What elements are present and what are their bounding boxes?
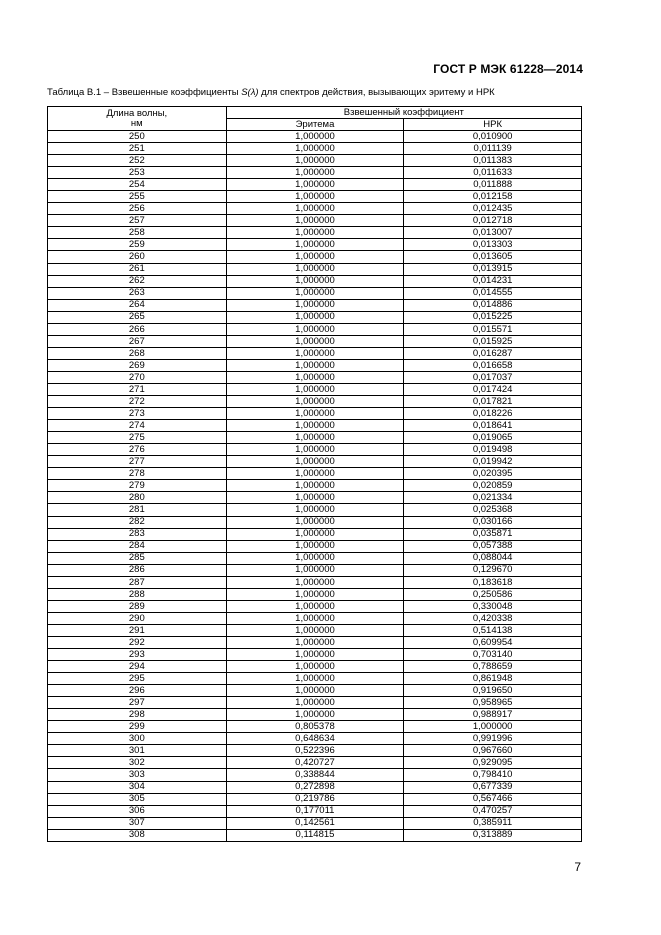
wavelength-cell: 254 xyxy=(48,179,227,191)
nrk-cell: 0,014231 xyxy=(404,275,582,287)
nrk-cell: 0,020395 xyxy=(404,468,582,480)
wavelength-cell: 253 xyxy=(48,167,227,179)
nrk-cell: 0,250586 xyxy=(404,588,582,600)
table-row xyxy=(48,408,582,420)
erythema-cell: 1,000000 xyxy=(226,359,404,371)
erythema-cell: 1,000000 xyxy=(226,131,404,143)
nrk-cell: 0,025368 xyxy=(404,504,582,516)
erythema-cell: 1,000000 xyxy=(226,275,404,287)
erythema-cell: 0,522396 xyxy=(226,745,404,757)
nrk-cell: 0,088044 xyxy=(404,552,582,564)
erythema-cell: 0,177011 xyxy=(226,805,404,817)
nrk-cell: 0,019498 xyxy=(404,444,582,456)
wavelength-cell: 301 xyxy=(48,745,227,757)
table-row xyxy=(48,733,582,745)
nrk-cell: 0,567466 xyxy=(404,793,582,805)
erythema-cell: 1,000000 xyxy=(226,311,404,323)
erythema-cell: 1,000000 xyxy=(226,697,404,709)
erythema-cell: 0,338844 xyxy=(226,769,404,781)
table-row xyxy=(48,371,582,383)
erythema-cell: 1,000000 xyxy=(226,347,404,359)
erythema-cell: 1,000000 xyxy=(226,516,404,528)
erythema-cell: 0,114815 xyxy=(226,829,404,841)
wavelength-cell: 265 xyxy=(48,311,227,323)
erythema-cell: 1,000000 xyxy=(226,263,404,275)
table-row xyxy=(48,420,582,432)
wavelength-cell: 271 xyxy=(48,383,227,395)
erythema-cell: 1,000000 xyxy=(226,371,404,383)
wavelength-cell: 295 xyxy=(48,673,227,685)
caption-prefix: Таблица В.1 – Взвешенные коэффициенты xyxy=(47,87,242,98)
nrk-cell: 0,788659 xyxy=(404,661,582,673)
erythema-cell: 1,000000 xyxy=(226,191,404,203)
erythema-cell: 1,000000 xyxy=(226,612,404,624)
wavelength-cell: 291 xyxy=(48,624,227,636)
wavelength-cell: 275 xyxy=(48,432,227,444)
erythema-cell: 1,000000 xyxy=(226,600,404,612)
wavelength-cell: 263 xyxy=(48,287,227,299)
nrk-cell: 0,988917 xyxy=(404,709,582,721)
nrk-cell: 0,330048 xyxy=(404,600,582,612)
erythema-cell: 1,000000 xyxy=(226,588,404,600)
table-row xyxy=(48,456,582,468)
wavelength-cell: 300 xyxy=(48,733,227,745)
table-row xyxy=(48,661,582,673)
table-caption xyxy=(47,87,495,98)
standard-code: ГОСТ Р МЭК 61228—2014 xyxy=(433,62,583,76)
wavelength-cell: 252 xyxy=(48,155,227,167)
table-row xyxy=(48,600,582,612)
table-row xyxy=(48,179,582,191)
table-row xyxy=(48,335,582,347)
wavelength-cell: 296 xyxy=(48,685,227,697)
erythema-cell: 0,805378 xyxy=(226,721,404,733)
table-row xyxy=(48,396,582,408)
wavelength-cell: 259 xyxy=(48,239,227,251)
wavelength-cell: 273 xyxy=(48,408,227,420)
wavelength-cell: 277 xyxy=(48,456,227,468)
wavelength-cell: 303 xyxy=(48,769,227,781)
table-row xyxy=(48,287,582,299)
nrk-cell: 0,015225 xyxy=(404,311,582,323)
wavelength-cell: 297 xyxy=(48,697,227,709)
erythema-cell: 1,000000 xyxy=(226,673,404,685)
nrk-cell: 0,030166 xyxy=(404,516,582,528)
wavelength-cell: 305 xyxy=(48,793,227,805)
table-row xyxy=(48,636,582,648)
nrk-cell: 0,015925 xyxy=(404,335,582,347)
nrk-cell: 0,958965 xyxy=(404,697,582,709)
erythema-cell: 1,000000 xyxy=(226,504,404,516)
wavelength-cell: 278 xyxy=(48,468,227,480)
wavelength-cell: 281 xyxy=(48,504,227,516)
nrk-cell: 0,057388 xyxy=(404,540,582,552)
table-row xyxy=(48,564,582,576)
nrk-cell: 0,010900 xyxy=(404,131,582,143)
erythema-cell: 1,000000 xyxy=(226,287,404,299)
wavelength-header-line2: нм xyxy=(130,117,143,129)
table-row xyxy=(48,673,582,685)
wavelength-header-line1: Длина волны, xyxy=(106,108,168,119)
table-row xyxy=(48,817,582,829)
erythema-cell: 0,142561 xyxy=(226,817,404,829)
nrk-cell: 0,013605 xyxy=(404,251,582,263)
wavelength-cell: 289 xyxy=(48,600,227,612)
erythema-cell: 1,000000 xyxy=(226,383,404,395)
table-row xyxy=(48,191,582,203)
nrk-cell: 0,017424 xyxy=(404,383,582,395)
table-row xyxy=(48,323,582,335)
erythema-cell: 1,000000 xyxy=(226,299,404,311)
caption-suffix: для спектров действия, вызывающих эритему и НРК xyxy=(258,87,495,98)
table-row xyxy=(48,299,582,311)
table-row xyxy=(48,612,582,624)
nrk-cell: 0,016287 xyxy=(404,347,582,359)
table-row xyxy=(48,383,582,395)
erythema-cell: 1,000000 xyxy=(226,576,404,588)
erythema-cell: 0,420727 xyxy=(226,757,404,769)
erythema-cell: 1,000000 xyxy=(226,456,404,468)
erythema-cell: 1,000000 xyxy=(226,420,404,432)
table-row xyxy=(48,480,582,492)
erythema-cell: 1,000000 xyxy=(226,709,404,721)
wavelength-cell: 276 xyxy=(48,444,227,456)
wavelength-cell: 256 xyxy=(48,203,227,215)
wavelength-header xyxy=(48,107,227,131)
nrk-cell: 0,021334 xyxy=(404,492,582,504)
erythema-cell: 1,000000 xyxy=(226,167,404,179)
nrk-cell: 0,420338 xyxy=(404,612,582,624)
table-row xyxy=(48,552,582,564)
nrk-cell: 0,011139 xyxy=(404,143,582,155)
erythema-cell: 1,000000 xyxy=(226,528,404,540)
nrk-cell: 0,011633 xyxy=(404,167,582,179)
wavelength-cell: 262 xyxy=(48,275,227,287)
nrk-cell: 0,012158 xyxy=(404,191,582,203)
nrk-cell: 0,019065 xyxy=(404,432,582,444)
table-row xyxy=(48,697,582,709)
nrk-cell: 0,018226 xyxy=(404,408,582,420)
nrk-cell: 0,385911 xyxy=(404,817,582,829)
wavelength-cell: 292 xyxy=(48,636,227,648)
wavelength-cell: 290 xyxy=(48,612,227,624)
wavelength-cell: 282 xyxy=(48,516,227,528)
nrk-cell: 0,861948 xyxy=(404,673,582,685)
nrk-cell: 0,929095 xyxy=(404,757,582,769)
table-row xyxy=(48,793,582,805)
page-number: 7 xyxy=(574,860,581,874)
table-row xyxy=(48,347,582,359)
wavelength-cell: 255 xyxy=(48,191,227,203)
nrk-cell: 0,313889 xyxy=(404,829,582,841)
table-row xyxy=(48,829,582,841)
nrk-cell: 0,012435 xyxy=(404,203,582,215)
wavelength-cell: 307 xyxy=(48,817,227,829)
erythema-cell: 1,000000 xyxy=(226,335,404,347)
weighted-coefficient-header: Взвешенный коэффициент xyxy=(226,107,581,119)
weights-table xyxy=(47,106,582,842)
table-header xyxy=(48,107,582,131)
nrk-cell: 0,470257 xyxy=(404,805,582,817)
erythema-cell: 1,000000 xyxy=(226,251,404,263)
wavelength-cell: 293 xyxy=(48,649,227,661)
table-row xyxy=(48,275,582,287)
table-row xyxy=(48,649,582,661)
erythema-cell: 1,000000 xyxy=(226,203,404,215)
nrk-cell: 0,514138 xyxy=(404,624,582,636)
wavelength-cell: 267 xyxy=(48,335,227,347)
erythema-cell: 1,000000 xyxy=(226,661,404,673)
nrk-cell: 0,016658 xyxy=(404,359,582,371)
nrk-cell: 0,011383 xyxy=(404,155,582,167)
table-row xyxy=(48,215,582,227)
nrk-cell: 0,018641 xyxy=(404,420,582,432)
wavelength-cell: 257 xyxy=(48,215,227,227)
wavelength-cell: 272 xyxy=(48,396,227,408)
erythema-cell: 0,272898 xyxy=(226,781,404,793)
table-row xyxy=(48,781,582,793)
wavelength-cell: 302 xyxy=(48,757,227,769)
wavelength-cell: 308 xyxy=(48,829,227,841)
table-row xyxy=(48,131,582,143)
erythema-cell: 1,000000 xyxy=(226,444,404,456)
nrk-cell: 0,014555 xyxy=(404,287,582,299)
nrk-cell: 0,183618 xyxy=(404,576,582,588)
nrk-cell: 0,129670 xyxy=(404,564,582,576)
nrk-cell: 0,017821 xyxy=(404,396,582,408)
nrk-header: НРК xyxy=(404,119,582,131)
erythema-cell: 1,000000 xyxy=(226,227,404,239)
table-row xyxy=(48,624,582,636)
nrk-cell: 0,019942 xyxy=(404,456,582,468)
wavelength-cell: 279 xyxy=(48,480,227,492)
nrk-cell: 0,609954 xyxy=(404,636,582,648)
nrk-cell: 0,015571 xyxy=(404,323,582,335)
table-row xyxy=(48,745,582,757)
wavelength-cell: 258 xyxy=(48,227,227,239)
table-row xyxy=(48,143,582,155)
erythema-cell: 1,000000 xyxy=(226,624,404,636)
erythema-cell: 1,000000 xyxy=(226,552,404,564)
table-row xyxy=(48,263,582,275)
erythema-cell: 1,000000 xyxy=(226,432,404,444)
wavelength-cell: 283 xyxy=(48,528,227,540)
table-row xyxy=(48,432,582,444)
nrk-cell: 0,011888 xyxy=(404,179,582,191)
wavelength-cell: 270 xyxy=(48,371,227,383)
nrk-cell: 0,013303 xyxy=(404,239,582,251)
caption-symbol: S(λ) xyxy=(241,87,259,98)
nrk-cell: 0,014886 xyxy=(404,299,582,311)
table-row xyxy=(48,239,582,251)
table-row xyxy=(48,588,582,600)
wavelength-cell: 274 xyxy=(48,420,227,432)
erythema-cell: 1,000000 xyxy=(226,155,404,167)
table-row xyxy=(48,444,582,456)
table-row xyxy=(48,155,582,167)
table-row xyxy=(48,805,582,817)
erythema-cell: 1,000000 xyxy=(226,685,404,697)
nrk-cell: 0,677339 xyxy=(404,781,582,793)
nrk-cell: 0,703140 xyxy=(404,649,582,661)
wavelength-cell: 284 xyxy=(48,540,227,552)
nrk-cell: 0,798410 xyxy=(404,769,582,781)
table-row xyxy=(48,516,582,528)
wavelength-cell: 287 xyxy=(48,576,227,588)
wavelength-cell: 264 xyxy=(48,299,227,311)
erythema-cell: 1,000000 xyxy=(226,468,404,480)
wavelength-cell: 294 xyxy=(48,661,227,673)
table-row xyxy=(48,492,582,504)
wavelength-cell: 251 xyxy=(48,143,227,155)
erythema-cell: 1,000000 xyxy=(226,143,404,155)
nrk-cell: 0,919650 xyxy=(404,685,582,697)
wavelength-cell: 269 xyxy=(48,359,227,371)
erythema-cell: 1,000000 xyxy=(226,480,404,492)
table-row xyxy=(48,528,582,540)
wavelength-cell: 280 xyxy=(48,492,227,504)
erythema-cell: 0,648634 xyxy=(226,733,404,745)
erythema-cell: 1,000000 xyxy=(226,540,404,552)
table-row xyxy=(48,685,582,697)
wavelength-cell: 306 xyxy=(48,805,227,817)
nrk-cell: 1,000000 xyxy=(404,721,582,733)
erythema-cell: 1,000000 xyxy=(226,649,404,661)
wavelength-cell: 288 xyxy=(48,588,227,600)
erythema-cell: 1,000000 xyxy=(226,179,404,191)
table-row xyxy=(48,359,582,371)
erythema-cell: 1,000000 xyxy=(226,323,404,335)
table-row xyxy=(48,468,582,480)
table-row xyxy=(48,709,582,721)
erythema-cell: 1,000000 xyxy=(226,492,404,504)
nrk-cell: 0,967660 xyxy=(404,745,582,757)
erythema-cell: 1,000000 xyxy=(226,564,404,576)
table-body xyxy=(48,131,582,842)
wavelength-cell: 266 xyxy=(48,323,227,335)
wavelength-cell: 298 xyxy=(48,709,227,721)
erythema-cell: 1,000000 xyxy=(226,408,404,420)
nrk-cell: 0,013007 xyxy=(404,227,582,239)
erythema-cell: 1,000000 xyxy=(226,636,404,648)
table-row xyxy=(48,757,582,769)
erythema-cell: 1,000000 xyxy=(226,239,404,251)
wavelength-cell: 260 xyxy=(48,251,227,263)
table-row xyxy=(48,227,582,239)
table-row xyxy=(48,576,582,588)
wavelength-cell: 285 xyxy=(48,552,227,564)
erythema-cell: 1,000000 xyxy=(226,396,404,408)
wavelength-cell: 286 xyxy=(48,564,227,576)
nrk-cell: 0,035871 xyxy=(404,528,582,540)
nrk-cell: 0,020859 xyxy=(404,480,582,492)
erythema-cell: 0,219786 xyxy=(226,793,404,805)
wavelength-cell: 268 xyxy=(48,347,227,359)
table-row xyxy=(48,167,582,179)
wavelength-cell: 304 xyxy=(48,781,227,793)
nrk-cell: 0,012718 xyxy=(404,215,582,227)
table-row xyxy=(48,721,582,733)
wavelength-cell: 250 xyxy=(48,131,227,143)
table-row xyxy=(48,251,582,263)
table-row xyxy=(48,769,582,781)
erythema-header: Эритема xyxy=(226,119,404,131)
wavelength-cell: 261 xyxy=(48,263,227,275)
nrk-cell: 0,013915 xyxy=(404,263,582,275)
erythema-cell: 1,000000 xyxy=(226,215,404,227)
table-row xyxy=(48,311,582,323)
table-row xyxy=(48,540,582,552)
nrk-cell: 0,017037 xyxy=(404,371,582,383)
table-row xyxy=(48,203,582,215)
table-row xyxy=(48,504,582,516)
wavelength-cell: 299 xyxy=(48,721,227,733)
nrk-cell: 0,991996 xyxy=(404,733,582,745)
